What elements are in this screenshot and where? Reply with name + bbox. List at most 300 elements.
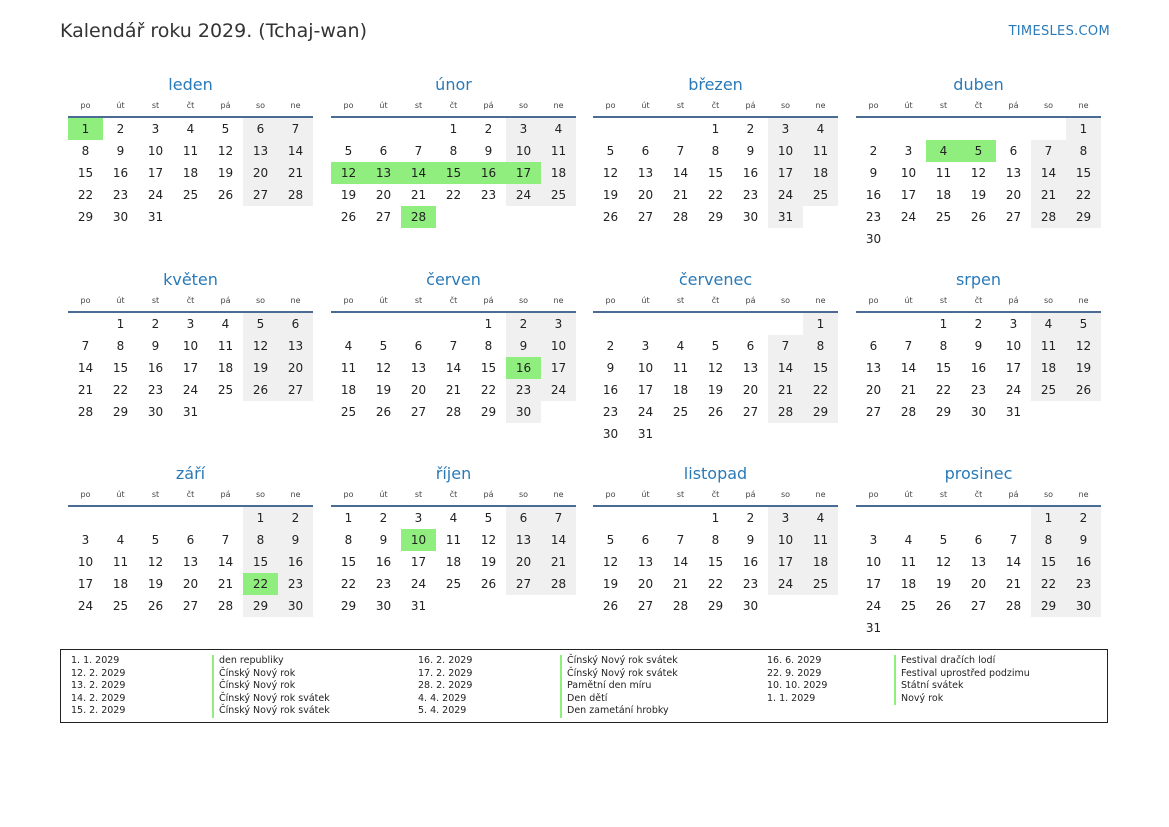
weekday-header [68,98,313,114]
day-cell: 21 [410,188,427,202]
day-cell: 29 [340,599,357,613]
day-cell: 7 [278,118,313,140]
weekday-label: pá [1008,490,1019,499]
day-cell: 12 [480,533,497,547]
day-cell: 16 [865,188,882,202]
holiday-day: 14 [401,162,436,184]
day-cell: 11 [112,555,129,569]
day-cell: 24 [865,599,882,613]
day-cell: 1 [484,317,493,331]
day-cell: 29 [1066,206,1101,228]
weekday-label: po [80,101,91,110]
day-grid [856,507,1101,639]
day-cell: 2 [116,122,125,136]
month-červen [331,269,576,423]
legend-holiday-name: Čínský Nový rok svátek [212,693,330,706]
weekday-label: po [605,296,616,305]
weekday-label: čt [711,296,720,305]
day-cell: 20 [637,577,654,591]
day-cell: 9 [746,144,755,158]
weekday-label: so [518,490,529,499]
weekday-label: po [868,101,879,110]
day-cell: 8 [939,339,948,353]
day-cell: 28 [445,405,462,419]
day-cell: 16 [602,383,619,397]
day-cell: 5 [221,122,230,136]
day-cell: 5 [379,339,388,353]
empty-cell [663,313,698,335]
day-cell: 24 [768,573,803,595]
day-cell: 24 [506,184,541,206]
brand-link[interactable]: TIMESLES.COM [1008,24,1110,39]
weekday-label: pá [1008,296,1019,305]
day-cell: 13 [506,529,541,551]
day-cell: 4 [221,317,230,331]
day-cell: 13 [278,335,313,357]
day-cell: 23 [278,573,313,595]
day-cell: 26 [375,405,392,419]
day-cell: 21 [672,188,689,202]
empty-cell [996,118,1031,140]
weekday-label: ne [290,490,301,499]
day-cell: 19 [970,188,987,202]
weekday-label: so [255,490,266,499]
legend-holiday-name: Čínský Nový rok svátek [212,705,330,718]
day-cell: 7 [81,339,90,353]
empty-cell [733,313,768,335]
month-name: únor [435,75,472,94]
day-cell: 1 [939,317,948,331]
legend-date: 12. 2. 2029 [71,667,126,679]
day-cell: 22 [707,577,724,591]
day-cell: 4 [904,533,913,547]
day-cell: 20 [278,357,313,379]
day-cell: 26 [217,188,234,202]
day-cell: 11 [340,361,357,375]
day-cell: 11 [672,361,689,375]
month-name: červen [426,270,481,289]
day-cell: 6 [641,144,650,158]
day-cell: 28 [278,184,313,206]
weekday-label: pá [220,296,231,305]
day-cell: 18 [1031,357,1066,379]
empty-cell [593,507,628,529]
day-cell: 17 [1005,361,1022,375]
day-cell: 30 [506,401,541,423]
day-cell: 4 [803,118,838,140]
weekday-label: so [255,101,266,110]
day-cell: 5 [1066,313,1101,335]
day-cell: 29 [707,210,724,224]
legend-holiday-name: Čínský Nový rok [212,680,295,693]
day-cell: 22 [935,383,952,397]
day-cell: 19 [935,577,952,591]
day-cell: 1 [116,317,125,331]
day-cell: 27 [637,210,654,224]
day-cell: 27 [243,184,278,206]
legend-holiday-name: Státní svátek [894,680,963,693]
weekday-label: so [518,296,529,305]
legend-holiday-name: den republiky [212,655,284,668]
day-cell: 20 [1005,188,1022,202]
day-cell: 17 [768,551,803,573]
empty-cell [856,507,891,529]
day-cell: 9 [974,339,983,353]
day-cell: 5 [243,313,278,335]
weekday-label: ne [1078,101,1089,110]
day-cell: 9 [746,533,755,547]
weekday-label: so [780,490,791,499]
day-cell: 26 [602,599,619,613]
day-cell: 17 [865,577,882,591]
day-cell: 21 [217,577,234,591]
weekday-label: ne [290,101,301,110]
weekday-label: so [780,101,791,110]
day-cell: 25 [803,184,838,206]
day-cell: 11 [935,166,952,180]
day-cell: 6 [379,144,388,158]
day-cell: 5 [344,144,353,158]
day-cell: 22 [1066,184,1101,206]
day-cell: 19 [147,577,164,591]
day-cell: 9 [506,335,541,357]
weekday-label: so [780,296,791,305]
day-cell: 30 [1066,595,1101,617]
day-cell: 20 [506,551,541,573]
weekday-label: so [518,101,529,110]
day-cell: 10 [768,529,803,551]
day-cell: 22 [707,188,724,202]
day-cell: 20 [742,383,759,397]
empty-cell [68,507,103,529]
day-cell: 22 [480,383,497,397]
day-cell: 6 [641,533,650,547]
weekday-label: pá [220,101,231,110]
month-duben [856,74,1101,250]
day-cell: 15 [480,361,497,375]
day-cell: 11 [803,140,838,162]
weekday-label: so [1043,101,1054,110]
day-cell: 5 [939,533,948,547]
day-cell: 12 [243,335,278,357]
day-cell: 5 [484,511,493,525]
day-cell: 2 [1066,507,1101,529]
day-cell: 16 [742,555,759,569]
weekday-label: čt [974,296,983,305]
day-cell: 24 [768,184,803,206]
legend-date: 5. 4. 2029 [418,705,467,716]
weekday-label: pá [483,296,494,305]
day-cell: 30 [742,599,759,613]
day-grid [856,313,1101,423]
day-cell: 24 [900,210,917,224]
day-cell: 15 [707,166,724,180]
day-cell: 21 [278,162,313,184]
day-cell: 28 [77,405,94,419]
day-cell: 10 [506,140,541,162]
weekday-label: po [605,101,616,110]
day-cell: 8 [1066,140,1101,162]
day-cell: 7 [676,144,685,158]
day-cell: 2 [379,511,388,525]
day-cell: 22 [112,383,129,397]
weekday-label: po [868,490,879,499]
day-cell: 11 [217,339,234,353]
day-cell: 29 [112,405,129,419]
day-cell: 3 [541,313,576,335]
month-září [68,463,313,617]
weekday-header [593,98,838,114]
weekday-label: po [80,296,91,305]
weekday-label: ne [553,101,564,110]
weekday-label: ne [553,296,564,305]
holiday-day: 5 [961,140,996,162]
legend-date: 14. 2. 2029 [71,692,126,704]
holiday-day: 12 [331,162,366,184]
day-cell: 23 [480,188,497,202]
day-cell: 19 [602,577,619,591]
day-cell: 1 [1066,118,1101,140]
legend-holiday-name: Pamětní den míru [560,680,651,693]
day-cell: 10 [541,335,576,357]
day-cell: 23 [112,188,129,202]
day-cell: 14 [278,140,313,162]
weekday-header [856,293,1101,309]
day-cell: 7 [1009,533,1018,547]
day-cell: 21 [445,383,462,397]
month-listopad [593,463,838,617]
weekday-label: út [379,101,388,110]
day-cell: 26 [147,599,164,613]
day-cell: 5 [606,533,615,547]
weekday-label: po [605,490,616,499]
day-cell: 28 [541,573,576,595]
day-cell: 16 [112,166,129,180]
day-cell: 25 [1031,379,1066,401]
day-cell: 31 [410,599,427,613]
day-cell: 14 [672,166,689,180]
day-cell: 21 [672,577,689,591]
day-cell: 26 [340,210,357,224]
day-cell: 16 [147,361,164,375]
month-březen [593,74,838,228]
day-cell: 16 [1066,551,1101,573]
empty-cell [961,507,996,529]
legend-date: 28. 2. 2029 [418,680,473,691]
day-cell: 2 [484,122,493,136]
day-cell: 15 [1031,551,1066,573]
holiday-day: 13 [366,162,401,184]
day-cell: 22 [77,188,94,202]
day-cell: 28 [1031,206,1066,228]
day-cell: 23 [506,379,541,401]
day-cell: 13 [410,361,427,375]
weekday-label: st [151,296,160,305]
day-cell: 6 [186,533,195,547]
day-cell: 31 [865,621,882,635]
empty-cell [926,507,961,529]
month-srpen [856,269,1101,423]
day-cell: 27 [278,379,313,401]
weekday-label: ne [815,490,826,499]
day-cell: 21 [768,379,803,401]
day-cell: 10 [147,144,164,158]
empty-cell [366,118,401,140]
empty-cell [331,313,366,335]
day-cell: 25 [672,405,689,419]
day-cell: 10 [77,555,94,569]
day-cell: 17 [182,361,199,375]
day-cell: 2 [974,317,983,331]
day-cell: 27 [742,405,759,419]
day-cell: 31 [637,427,654,441]
legend-date: 15. 2. 2029 [71,705,126,716]
day-cell: 1 [449,122,458,136]
day-cell: 23 [375,577,392,591]
day-cell: 4 [541,118,576,140]
day-cell: 8 [484,339,493,353]
day-cell: 13 [742,361,759,375]
day-cell: 21 [77,383,94,397]
month-name: říjen [435,464,472,483]
day-cell: 13 [865,361,882,375]
day-cell: 18 [340,383,357,397]
empty-cell [856,313,891,335]
holiday-legend [60,649,1108,723]
day-cell: 3 [414,511,423,525]
day-grid [331,118,576,228]
day-cell: 7 [449,339,458,353]
day-cell: 3 [641,339,650,353]
day-cell: 6 [506,507,541,529]
empty-cell [628,313,663,335]
day-cell: 22 [340,577,357,591]
legend-holiday-name: Den zametání hrobky [560,705,669,718]
empty-cell [856,118,891,140]
day-cell: 31 [182,405,199,419]
weekday-label: út [116,101,125,110]
empty-cell [593,313,628,335]
legend-holiday-name: Den dětí [560,693,607,706]
weekday-label: čt [711,490,720,499]
weekday-label: pá [483,490,494,499]
day-cell: 13 [970,555,987,569]
day-cell: 8 [344,533,353,547]
weekday-header [593,293,838,309]
day-cell: 3 [768,507,803,529]
day-grid [68,507,313,617]
day-grid [593,507,838,617]
month-name: listopad [683,464,748,483]
weekday-label: po [343,490,354,499]
day-cell: 2 [506,313,541,335]
weekday-label: po [343,101,354,110]
empty-cell [208,507,243,529]
empty-cell [436,313,471,335]
weekday-label: čt [186,490,195,499]
day-cell: 10 [768,140,803,162]
holiday-day: 16 [506,357,541,379]
day-cell: 10 [182,339,199,353]
day-grid [593,313,838,445]
empty-cell [768,313,803,335]
day-cell: 15 [340,555,357,569]
day-cell: 8 [711,144,720,158]
day-cell: 7 [541,507,576,529]
day-cell: 29 [480,405,497,419]
weekday-label: út [116,490,125,499]
weekday-label: út [641,296,650,305]
day-cell: 12 [935,555,952,569]
empty-cell [593,118,628,140]
day-cell: 15 [243,551,278,573]
day-cell: 5 [606,144,615,158]
day-cell: 6 [243,118,278,140]
day-cell: 23 [742,188,759,202]
day-cell: 3 [506,118,541,140]
day-grid [68,313,313,423]
day-cell: 3 [151,122,160,136]
day-cell: 22 [803,379,838,401]
page-title: Kalendář roku 2029. (Tchaj-wan) [60,20,367,42]
day-cell: 28 [672,599,689,613]
day-cell: 1 [803,313,838,335]
empty-cell [366,313,401,335]
day-cell: 6 [974,533,983,547]
day-cell: 2 [151,317,160,331]
day-cell: 2 [278,507,313,529]
day-cell: 27 [410,405,427,419]
day-cell: 1 [243,507,278,529]
weekday-label: pá [220,490,231,499]
weekday-label: čt [974,490,983,499]
day-cell: 21 [1005,577,1022,591]
empty-cell [331,118,366,140]
month-name: březen [688,75,743,94]
day-cell: 19 [602,188,619,202]
legend-date: 10. 10. 2029 [767,680,828,691]
day-cell: 5 [151,533,160,547]
day-cell: 15 [1066,162,1101,184]
day-cell: 25 [803,573,838,595]
holiday-day: 16 [471,162,506,184]
day-cell: 26 [970,210,987,224]
day-cell: 19 [375,383,392,397]
weekday-label: út [641,490,650,499]
day-cell: 26 [602,210,619,224]
holiday-day: 4 [926,140,961,162]
day-cell: 14 [77,361,94,375]
day-cell: 15 [112,361,129,375]
day-cell: 19 [243,357,278,379]
legend-date: 1. 1. 2029 [767,692,816,704]
day-cell: 10 [900,166,917,180]
day-cell: 2 [869,144,878,158]
weekday-label: pá [483,101,494,110]
weekday-label: pá [1008,101,1019,110]
day-cell: 11 [445,533,462,547]
day-cell: 27 [1005,210,1022,224]
weekday-label: st [676,490,685,499]
day-cell: 20 [637,188,654,202]
day-cell: 18 [672,383,689,397]
day-cell: 12 [602,166,619,180]
empty-cell [173,507,208,529]
day-cell: 11 [1031,335,1066,357]
day-cell: 14 [900,361,917,375]
day-cell: 28 [672,210,689,224]
day-cell: 31 [1005,405,1022,419]
